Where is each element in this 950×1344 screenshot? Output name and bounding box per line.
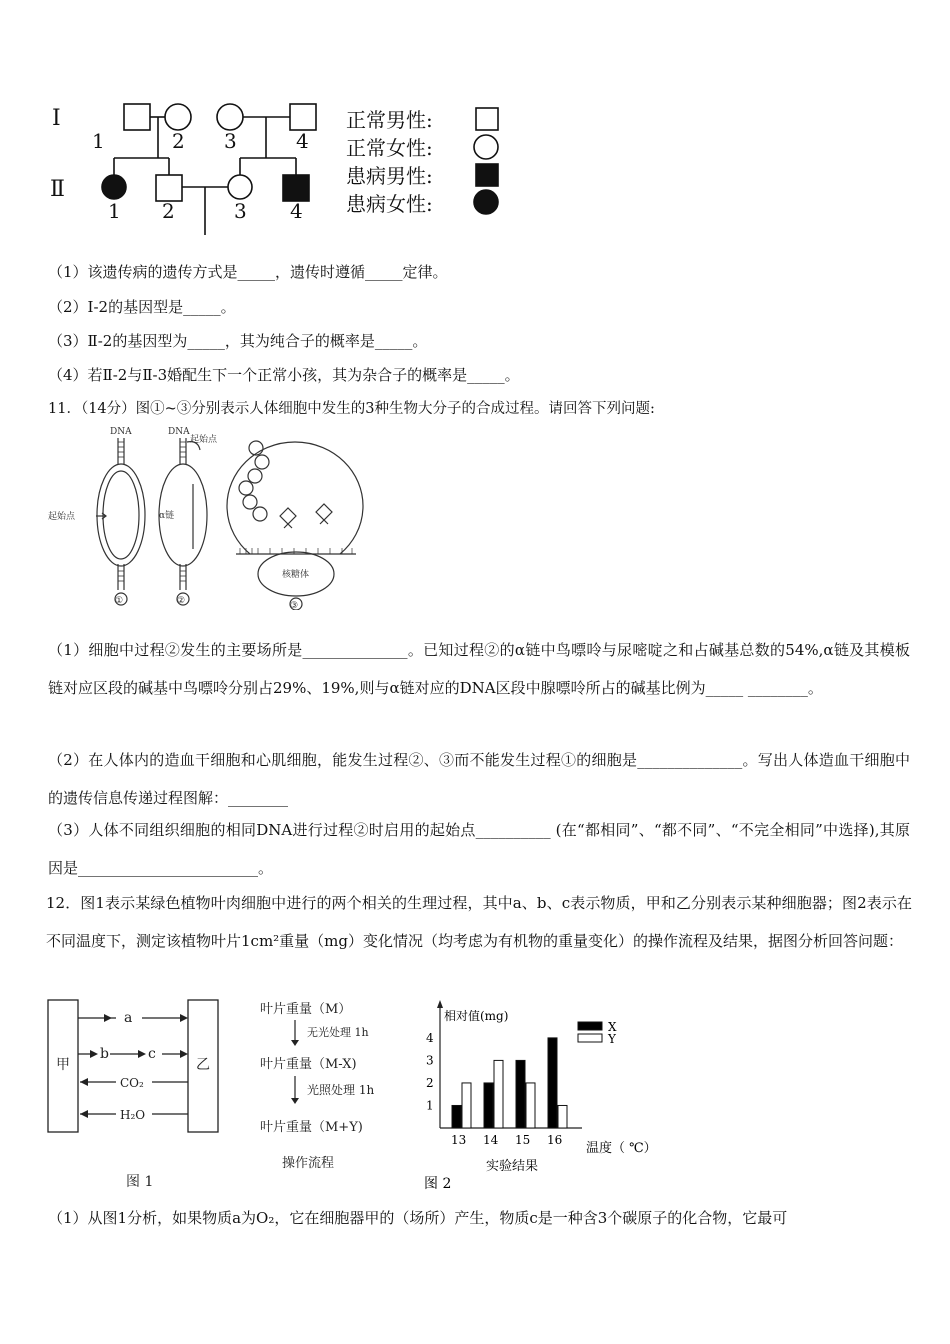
pedigree-I3 — [217, 104, 243, 130]
svg-text:甲: 甲 — [56, 1057, 70, 1073]
svg-text:图 1: 图 1 — [126, 1174, 154, 1190]
x-tick-label: 16 — [547, 1133, 563, 1147]
pedigree-II4 — [283, 175, 309, 201]
bar-Y-14 — [494, 1060, 503, 1128]
q12-part-1: （1）从图1分析，如果物质a为O₂，它在细胞器甲的（场所）产生，物质c是一种含3个碳原子的化合物，它最可 — [48, 1209, 788, 1227]
svg-text:H₂O: H₂O — [120, 1108, 146, 1122]
bar-X-14 — [484, 1083, 493, 1128]
svg-text:α链: α链 — [159, 511, 175, 521]
bar-Y-16 — [558, 1105, 567, 1128]
x-tick-label: 15 — [515, 1133, 531, 1147]
gen-II-label: Ⅱ — [50, 177, 65, 202]
x-tick-label: 13 — [451, 1133, 467, 1147]
legend-label-X: X — [608, 1020, 617, 1034]
svg-text:CO₂: CO₂ — [120, 1076, 144, 1090]
q10-item-4: （4）若Ⅱ-2与Ⅱ-3婚配生下一个正常小孩，其为杂合子的概率是_____。 — [48, 366, 520, 384]
svg-text:1: 1 — [92, 129, 105, 153]
q10-item-1: （1）该遗传病的遗传方式是_____，遗传时遵循_____定律。 — [48, 263, 448, 281]
svg-text:c: c — [148, 1046, 156, 1062]
svg-text:正常男性:: 正常男性: — [346, 108, 433, 132]
svg-text:②: ② — [177, 596, 186, 606]
pedigree-I1 — [124, 104, 150, 130]
pedigree-II1 — [102, 175, 126, 199]
svg-text:患病男性:: 患病男性: — [346, 164, 433, 188]
y-tick-label: 4 — [426, 1030, 434, 1045]
svg-text:DNA: DNA — [110, 427, 132, 437]
svg-text:a: a — [124, 1010, 133, 1026]
pedigree-II3 — [228, 175, 252, 199]
bar-Y-15 — [526, 1083, 535, 1128]
svg-text:无光处理 1h: 无光处理 1h — [307, 1026, 369, 1039]
y-tick-label: 2 — [426, 1075, 434, 1090]
svg-text:3: 3 — [224, 129, 237, 153]
bar-X-16 — [548, 1038, 557, 1128]
svg-text:③: ③ — [290, 601, 299, 610]
svg-text:起始点: 起始点 — [48, 512, 76, 522]
q12-bar-chart — [410, 994, 670, 1194]
pedigree-I4 — [290, 104, 316, 130]
svg-text:起始点: 起始点 — [190, 435, 218, 445]
legend-swatch-Y — [578, 1034, 602, 1042]
q10-item-2: （2）Ⅰ-2的基因型是_____。 — [48, 298, 236, 316]
x-tick-label: 14 — [483, 1133, 499, 1147]
svg-text:b: b — [100, 1046, 109, 1062]
q11-part-1: （1）细胞中过程②发生的主要场所是______________。已知过程②的α链中鸟嘌呤与尿嘧啶之和占碱基总数的54%,α链及其模板链对应区段的碱基中鸟嘌呤分别占29%、19%,则与α链对应的DNA区段中腺嘌呤所占的碱基比例为_____ ________。 — [48, 641, 910, 697]
svg-text:2: 2 — [172, 129, 185, 153]
svg-text:3: 3 — [234, 199, 247, 223]
q12-flow-chart — [255, 996, 405, 1174]
svg-text:患病女性:: 患病女性: — [346, 192, 433, 216]
svg-text:4: 4 — [296, 129, 309, 153]
q10-item-3: （3）Ⅱ-2的基因型为_____，其为纯合子的概率是_____。 — [48, 332, 428, 350]
y-tick-label: 1 — [426, 1098, 434, 1113]
q11-figure — [40, 424, 380, 610]
svg-text:1: 1 — [108, 199, 121, 223]
svg-text:叶片重量（M）: 叶片重量（M） — [260, 1002, 352, 1017]
q11-part-3: （3）人体不同组织细胞的相同DNA进行过程②时启用的起始点__________ (在“都相同”、“都不同”、“不完全相同”中选择),其原因是________________________。 — [48, 821, 910, 877]
svg-text:操作流程: 操作流程 — [282, 1156, 335, 1171]
y-tick-label: 3 — [426, 1053, 434, 1068]
svg-text:叶片重量（M-X): 叶片重量（M-X) — [260, 1057, 357, 1072]
svg-text:2: 2 — [162, 199, 175, 223]
legend-label-Y: Y — [608, 1032, 616, 1046]
q11-part-2: （2）在人体内的造血干细胞和心肌细胞，能发生过程②、③而不能发生过程①的细胞是______________。写出人体造血干细胞中的遗传信息传递过程图解：________ — [48, 751, 910, 807]
figure-2-caption: 图 2 — [424, 1176, 452, 1192]
svg-text:DNA: DNA — [168, 427, 190, 437]
pedigree-II2 — [156, 175, 182, 201]
chart-title: 实验结果 — [486, 1159, 539, 1174]
svg-text:光照处理 1h: 光照处理 1h — [307, 1083, 375, 1097]
svg-text:4: 4 — [290, 199, 303, 223]
bar-X-15 — [516, 1060, 525, 1128]
pedigree-figure — [40, 90, 520, 240]
q11-stem: 11．（14分）图①~③分别表示人体细胞中发生的3种生物大分子的合成过程。请回答下列问题: — [48, 401, 655, 417]
q12-stem: 12．图1表示某绿色植物叶肉细胞中进行的两个相关的生理过程，其中a、b、c表示物质，甲和乙分别表示某种细胞器；图2表示在不同温度下，测定该植物叶片1cm²重量（mg）变化情况（均考虑为有机物的重量变化）的操作流程及结果，据图分析回答问题： — [46, 894, 912, 950]
bar-X-13 — [452, 1105, 461, 1128]
svg-text:核糖体: 核糖体 — [282, 570, 310, 580]
legend-swatch-X — [578, 1022, 602, 1030]
svg-text:①: ① — [115, 596, 124, 606]
x-axis-label: 温度（ ℃） — [586, 1141, 657, 1156]
bar-Y-13 — [462, 1083, 471, 1128]
svg-text:正常女性:: 正常女性: — [346, 136, 433, 160]
y-axis-label: 相对值(mg) — [444, 1009, 509, 1023]
svg-text:叶片重量（M+Y): 叶片重量（M+Y) — [260, 1120, 363, 1135]
q12-figure-1 — [44, 996, 234, 1196]
pedigree-I2 — [165, 104, 191, 130]
pedigree-legend — [346, 108, 433, 216]
gen-I-label: Ⅰ — [52, 106, 61, 131]
svg-text:乙: 乙 — [196, 1057, 210, 1073]
